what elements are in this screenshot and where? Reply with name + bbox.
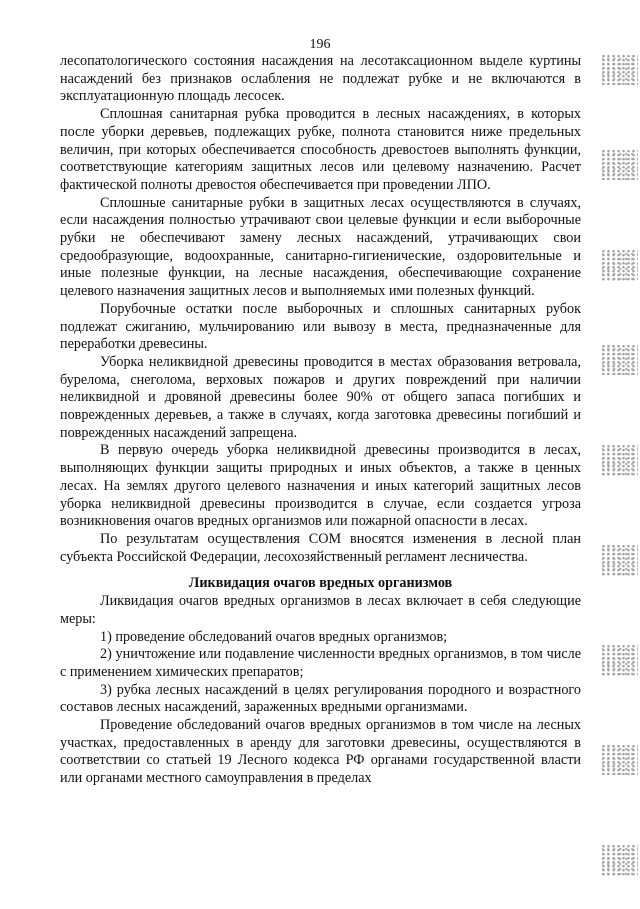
paragraph-5: Уборка неликвидной древесины проводится в местах образования ветровала, бурелома, снеголома, верховых пожаров и других повреждений при наличии неликвидной и дровяной древесины более 90% от общего запаса погибших и поврежденных деревьев, а также в случаях, когда заготовка древесины погибший и поврежденных насаждений запрещена. [60,353,581,441]
scan-artifact [602,445,638,477]
scan-artifact [602,250,638,282]
scan-artifact [602,545,638,577]
scan-artifact [602,745,638,775]
paragraph-1: лесопатологического состояния насаждения на лесотаксационном выделе куртины насаждений без признаков ослабления не подлежат рубке и не включаются в эксплуатационную площадь лесосек. [60,53,581,105]
paragraph-6: В первую очередь уборка неликвидной древесины производится в лесах, выполняющих функции защиты природных и иных объектов, а также в ценных лесах. На землях другого целевого назначения и иных категорий защитных лесов уборка неликвидной древесины производится в случае, если создается угроза возникновения очагов вредных организмов или пожарной опасности в лесах. [60,442,581,530]
list-item-2: 2) уничтожение или подавление численности вредных организмов, в том числе с применением химических препаратов; [60,646,581,680]
scan-artifact [602,645,638,677]
list-item-1: 1) проведение обследований очагов вредных организмов; [100,628,448,645]
scan-artifact [602,845,638,877]
paragraph-4: Порубочные остатки после выборочных и сплошных санитарных рубок подлежат сжиганию, мульчированию или вывозу в места, предназначенные для переработки древесины. [60,300,581,353]
paragraph-3: Сплошные санитарные рубки в защитных лесах осуществляются в случаях, если насаждения полностью утрачивают свои целевые функции и если выборочные рубки не обеспечивают замену лесных насаждений, утрачивающих свои средообразующие, водоохранные, санитарно-гигиенические, оздоровительные и иные полезные функции, на лесные насаждения, обеспечивающие сохранение целевого назначения защитных лесов и выполняемых ими полезных функций. [60,194,581,300]
paragraph-7: По результатам осуществления СОМ вносятся изменения в лесной план субъекта Российской Федерации, лесохозяйственный регламент лесничества. [60,530,581,565]
scan-artifact [602,150,638,180]
section-heading: Ликвидация очагов вредных организмов [188,575,453,592]
section-paragraph-1: Ликвидация очагов вредных организмов в лесах включает в себя следующие меры: [60,593,581,627]
scan-artifact [602,55,638,85]
section-paragraph-2: Проведение обследований очагов вредных организмов в том числе на лесных участках, предоставленных в аренду для заготовки древесины, осуществляются в соответствии со статьей 19 Лесного кодекса РФ органами государственной власти или органами местного самоуправления в пределах [60,717,581,787]
document-body [60,53,581,788]
page-number: 196 [309,37,331,52]
paragraph-2: Сплошная санитарная рубка проводится в лесных насаждениях, в которых после уборки деревьев, подлежащих рубке, полнота становится ниже предельных величин, при которых обеспечивается способность древостоев выполнять функции, соответствующие категориям защитных лесов или целевому назначению. Расчет фактической полноты древостоя обеспечивается при проведении ЛПО. [60,106,581,193]
scan-artifact [602,345,638,375]
list-item-3: 3) рубка лесных насаждений в целях регулирования породного и возрастного составов лесных насаждений, зараженных вредными организмами. [60,681,581,716]
